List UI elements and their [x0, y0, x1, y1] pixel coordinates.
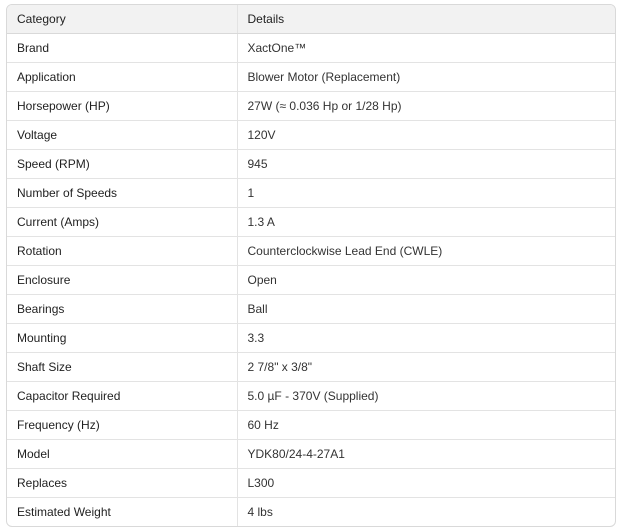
table-row	[7, 33, 615, 62]
category-cell: Model	[7, 439, 237, 468]
table-row	[7, 468, 615, 497]
details-cell: 1.3 A	[237, 207, 615, 236]
table-row	[7, 294, 615, 323]
details-cell: 3.3	[237, 323, 615, 352]
category-cell: Horsepower (HP)	[7, 91, 237, 120]
table-row	[7, 381, 615, 410]
details-cell: Blower Motor (Replacement)	[237, 62, 615, 91]
category-cell: Bearings	[7, 294, 237, 323]
table-header	[7, 5, 615, 33]
details-cell: L300	[237, 468, 615, 497]
category-cell: Frequency (Hz)	[7, 410, 237, 439]
details-cell: 5.0 µF - 370V (Supplied)	[237, 381, 615, 410]
table-row	[7, 497, 615, 526]
table-row	[7, 149, 615, 178]
details-cell: 945	[237, 149, 615, 178]
category-cell: Mounting	[7, 323, 237, 352]
details-cell: Counterclockwise Lead End (CWLE)	[237, 236, 615, 265]
category-cell: Current (Amps)	[7, 207, 237, 236]
specs-table	[7, 5, 615, 526]
table-body	[7, 33, 615, 526]
details-cell: 120V	[237, 120, 615, 149]
category-cell: Rotation	[7, 236, 237, 265]
table-row	[7, 323, 615, 352]
table-row	[7, 439, 615, 468]
category-cell: Shaft Size	[7, 352, 237, 381]
category-cell: Enclosure	[7, 265, 237, 294]
table-row	[7, 120, 615, 149]
category-cell: Brand	[7, 33, 237, 62]
category-cell: Voltage	[7, 120, 237, 149]
table-row	[7, 62, 615, 91]
category-cell: Capacitor Required	[7, 381, 237, 410]
category-cell: Replaces	[7, 468, 237, 497]
details-cell: Ball	[237, 294, 615, 323]
column-header-category: Category	[7, 5, 237, 33]
details-cell: Open	[237, 265, 615, 294]
category-cell: Speed (RPM)	[7, 149, 237, 178]
details-cell: 2 7/8" x 3/8"	[237, 352, 615, 381]
details-cell: 60 Hz	[237, 410, 615, 439]
details-cell: 4 lbs	[237, 497, 615, 526]
table-row	[7, 410, 615, 439]
category-cell: Number of Speeds	[7, 178, 237, 207]
table-row	[7, 178, 615, 207]
table-row	[7, 207, 615, 236]
header-row	[7, 5, 615, 33]
table-row	[7, 352, 615, 381]
table-row	[7, 236, 615, 265]
details-cell: 1	[237, 178, 615, 207]
specs-table-container	[6, 4, 616, 527]
table-row	[7, 91, 615, 120]
category-cell: Estimated Weight	[7, 497, 237, 526]
table-row	[7, 265, 615, 294]
category-cell: Application	[7, 62, 237, 91]
details-cell: 27W (≈ 0.036 Hp or 1/28 Hp)	[237, 91, 615, 120]
details-cell: YDK80/24-4-27A1	[237, 439, 615, 468]
details-cell: XactOne™	[247, 40, 307, 55]
column-header-details: Details	[237, 5, 615, 33]
